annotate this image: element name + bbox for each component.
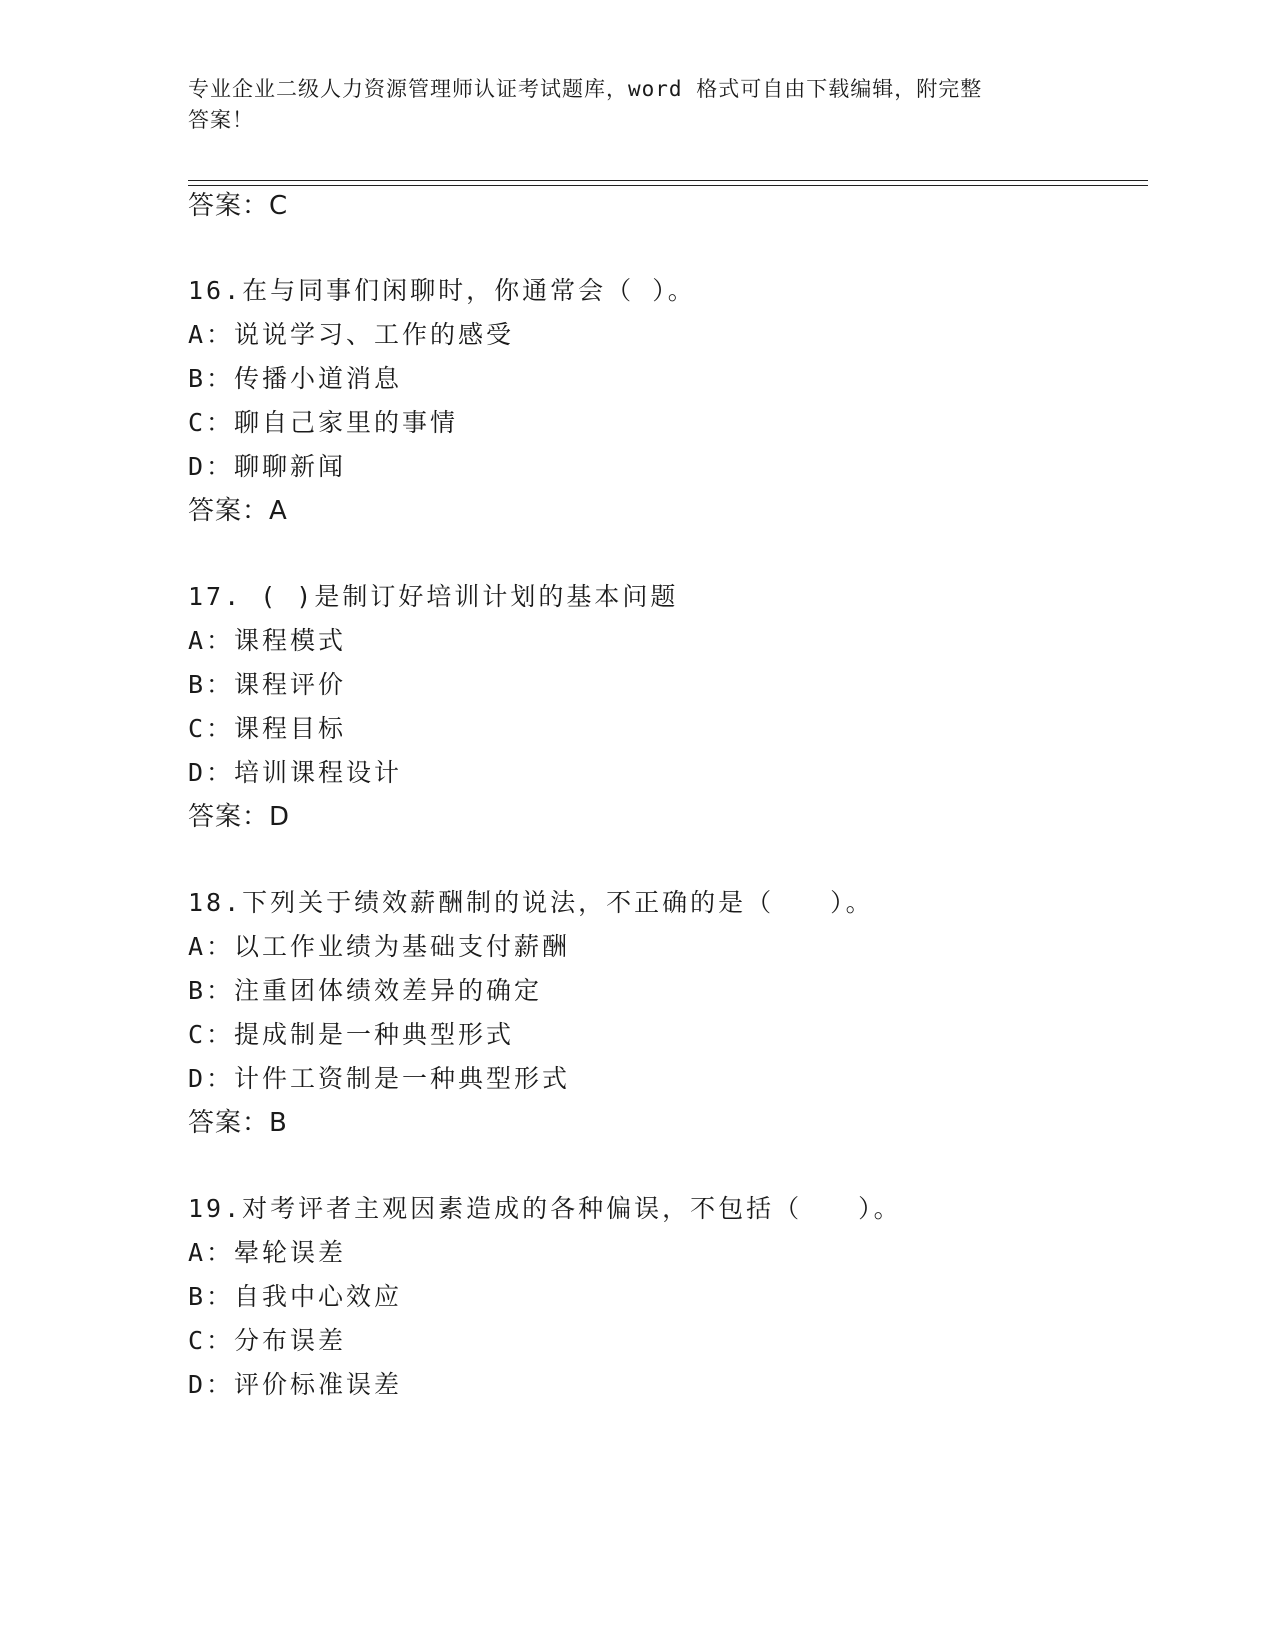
- question-16-option-a: A：说说学习、工作的感受: [188, 320, 515, 349]
- header-divider-bottom: [188, 185, 1148, 186]
- question-16-answer: 答案：A: [188, 496, 288, 526]
- question-17-stem: 17. ( )是制订好培训计划的基本问题: [188, 582, 679, 611]
- question-19-option-b: B：自我中心效应: [188, 1282, 403, 1311]
- header-line-2: 答案！: [188, 108, 254, 132]
- question-18-option-c: C：提成制是一种典型形式: [188, 1020, 515, 1049]
- question-19-stem: 19.对考评者主观因素造成的各种偏误，不包括（ ）。: [188, 1194, 902, 1223]
- question-18-answer: 答案：B: [188, 1108, 288, 1138]
- question-17-option-b: B：课程评价: [188, 670, 347, 699]
- question-17-option-c: C：课程目标: [188, 714, 347, 743]
- question-18-stem: 18.下列关于绩效薪酬制的说法，不正确的是（ ）。: [188, 888, 874, 917]
- document-header: [188, 74, 1088, 136]
- question-19-option-d: D：评价标准误差: [188, 1370, 403, 1399]
- header-divider-top: [188, 180, 1148, 181]
- question-17-answer: 答案：D: [188, 802, 291, 832]
- question-16-stem: 16.在与同事们闲聊时，你通常会（ ）。: [188, 276, 696, 305]
- question-17-option-a: A：课程模式: [188, 626, 347, 655]
- question-18-option-b: B：注重团体绩效差异的确定: [188, 976, 543, 1005]
- question-19-option-a: A：晕轮误差: [188, 1238, 347, 1267]
- question-19-option-c: C：分布误差: [188, 1326, 347, 1355]
- answer-prev: 答案：C: [188, 191, 289, 221]
- question-18-option-a: A：以工作业绩为基础支付薪酬: [188, 932, 571, 961]
- question-17-option-d: D：培训课程设计: [188, 758, 403, 787]
- question-16-option-c: C：聊自己家里的事情: [188, 408, 459, 437]
- question-18-option-d: D：计件工资制是一种典型形式: [188, 1064, 571, 1093]
- header-line-1: 专业企业二级人力资源管理师认证考试题库，word 格式可自由下载编辑，附完整: [188, 77, 983, 101]
- question-16-option-b: B：传播小道消息: [188, 364, 403, 393]
- question-16-option-d: D：聊聊新闻: [188, 452, 347, 481]
